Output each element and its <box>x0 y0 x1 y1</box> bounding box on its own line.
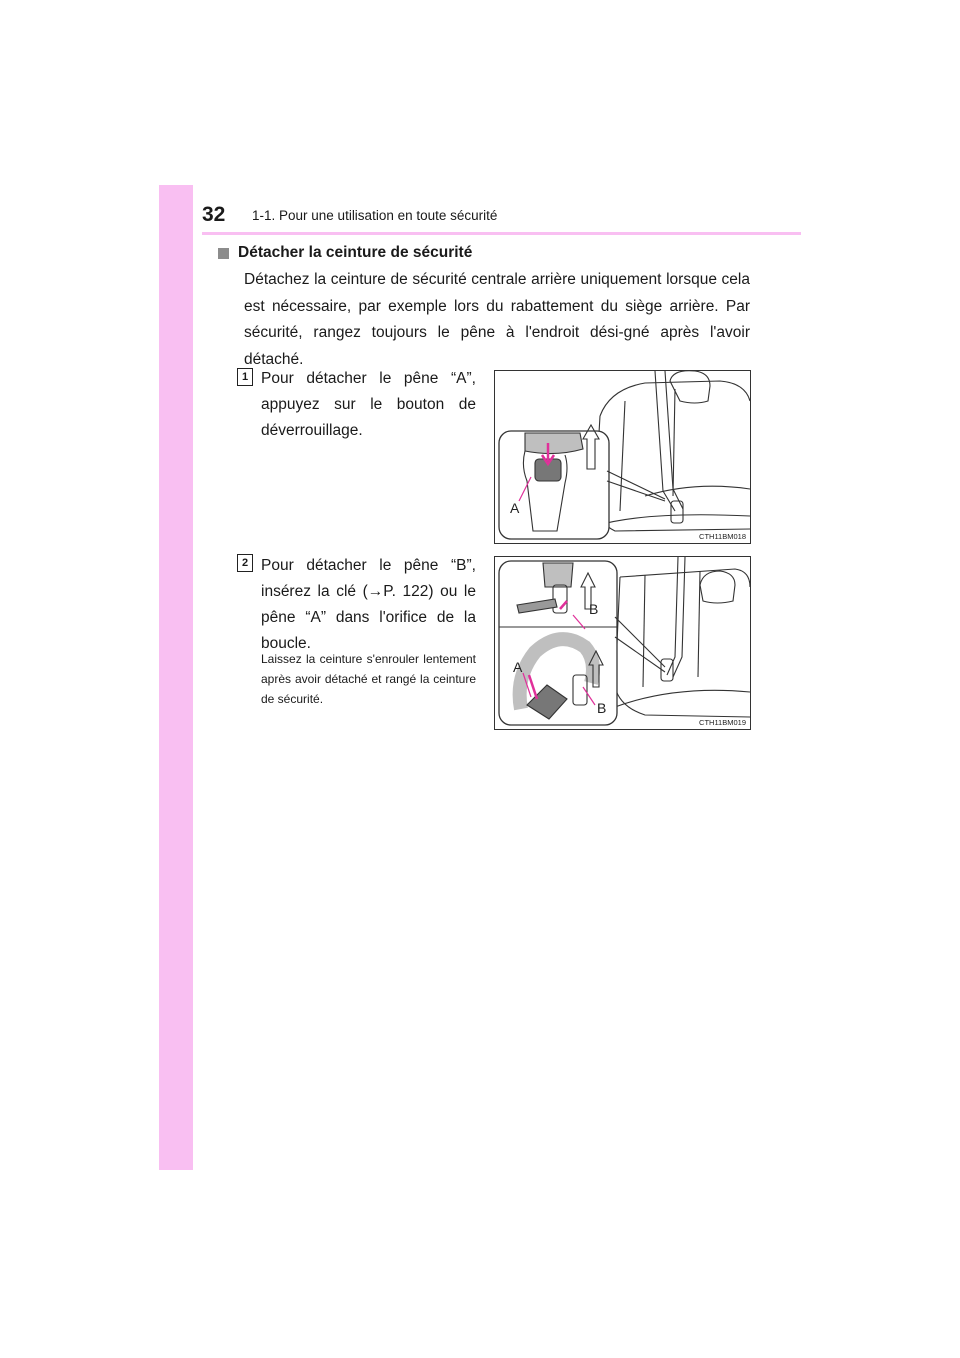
page-number: 32 <box>202 203 226 226</box>
figure-unlatch-tongue-b <box>494 556 751 730</box>
step-1-badge: 1 <box>237 368 253 386</box>
section-heading <box>218 244 472 262</box>
figure-1-label-a: A <box>510 500 520 516</box>
figure-2-label-b-bottom: B <box>597 700 607 716</box>
header-rule <box>202 232 801 235</box>
step-2-note: Laissez la ceinture s'enrouler lentement après avoir détaché et rangé la ceinture de sécurité. <box>261 652 476 706</box>
figure-2-label-a: A <box>513 659 523 675</box>
step-2-text: Pour détacher le pêne “B”, insérez la clé (→P. 122) ou le pêne “A” dans l'orifice de la boucle. <box>261 557 476 652</box>
side-color-strip <box>159 185 193 1170</box>
figure-1-code: CTH11BM018 <box>699 532 746 541</box>
figure-2-code: CTH11BM019 <box>699 718 746 727</box>
seat-illustration-2 <box>495 557 750 729</box>
section-heading-text: Détacher la ceinture de sécurité <box>238 244 473 261</box>
seat-illustration-1 <box>495 371 750 543</box>
step-2-badge: 2 <box>237 554 253 572</box>
step-1-text: Pour détacher le pêne “A”, appuyez sur le bouton de déverrouillage. <box>261 370 476 439</box>
chapter-title: 1-1. Pour une utilisation en toute sécurité <box>252 208 498 223</box>
figure-unlatch-tongue-a <box>494 370 751 544</box>
figure-2-label-b-top: B <box>589 601 599 617</box>
intro-paragraph: Détachez la ceinture de sécurité centrale arrière uniquement lorsque cela est nécessaire, par exemple lors du rabattement du siège arrière. Par sécurité, rangez toujours le pêne à l'endroit dési-gné après l'avoir détaché. <box>244 271 750 368</box>
bullet-square-icon <box>218 248 229 259</box>
